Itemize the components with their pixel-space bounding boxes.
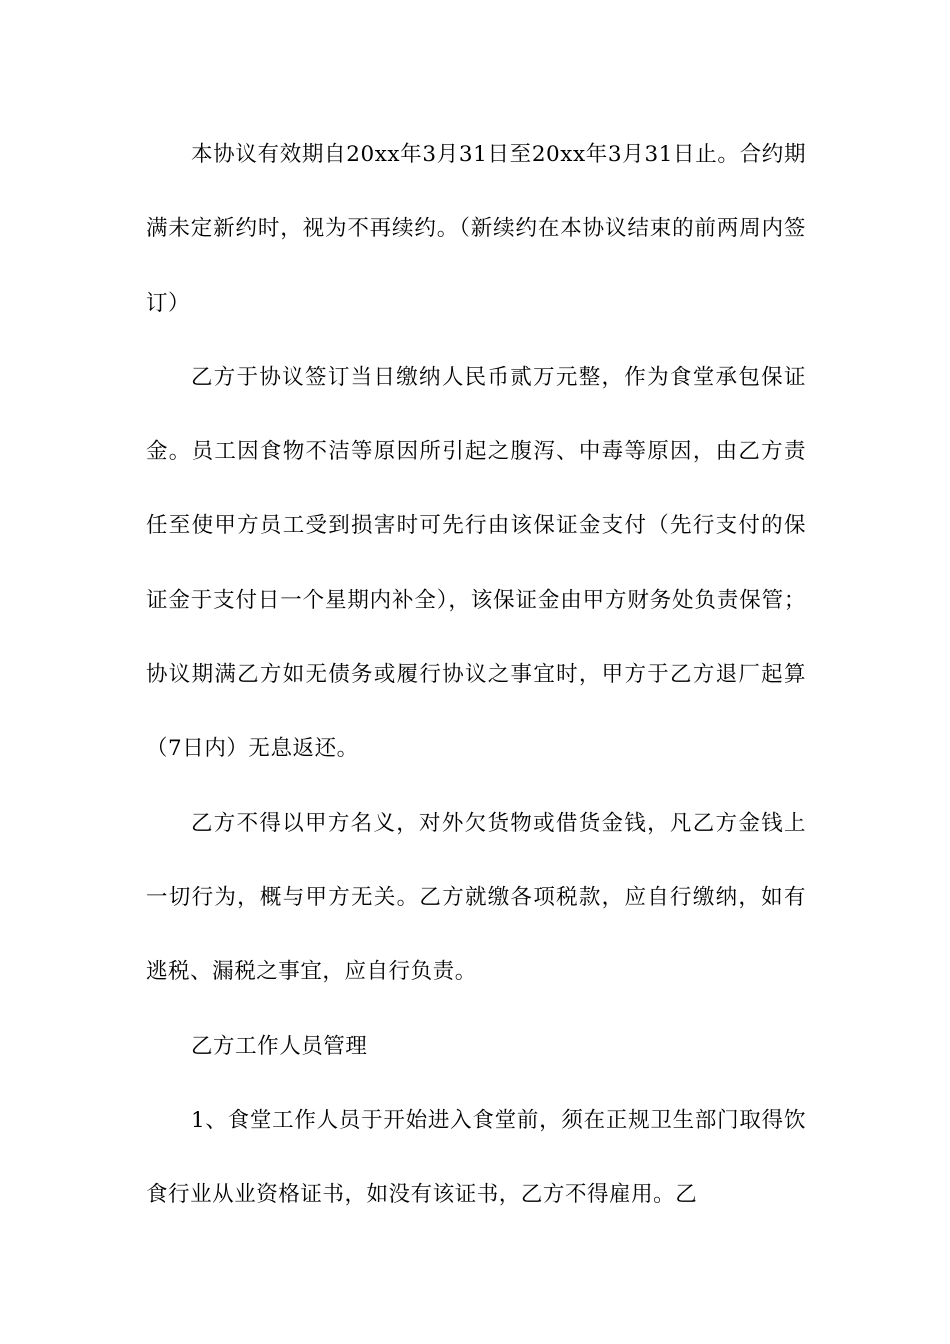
- paragraph-validity-period: 本协议有效期自20xx年3月31日至20xx年3月31日止。合约期满未定新约时，视为不再续约。（新续约在本协议结束的前两周内签订）: [146, 142, 806, 316]
- document-body: [146, 118, 806, 1232]
- paragraph-security-deposit: 乙方于协议签订当日缴纳人民币贰万元整，作为食堂承包保证金。员工因食物不洁等原因所引起之腹泻、中毒等原因，由乙方责任至使甲方员工受到损害时可先行由该保证金支付（先行支付的保证金于支付日一个星期内补全），该保证金由甲方财务处负责保管；协议期满乙方如无债务或履行协议之事宜时，甲方于乙方退厂起算（7日内）无息返还。: [146, 364, 806, 762]
- paragraph-financial-liability: 乙方不得以甲方名义，对外欠货物或借货金钱，凡乙方金钱上一切行为，概与甲方无关。乙方就缴各项税款，应自行缴纳，如有逃税、漏税之事宜，应自行负责。: [146, 810, 806, 985]
- section-heading-staff-management: 乙方工作人员管理: [191, 1033, 368, 1059]
- paragraph-staff-certification: 1、食堂工作人员于开始进入食堂前，须在正规卫生部门取得饮食行业从业资格证书，如没有该证书，乙方不得雇用。乙: [146, 1107, 806, 1208]
